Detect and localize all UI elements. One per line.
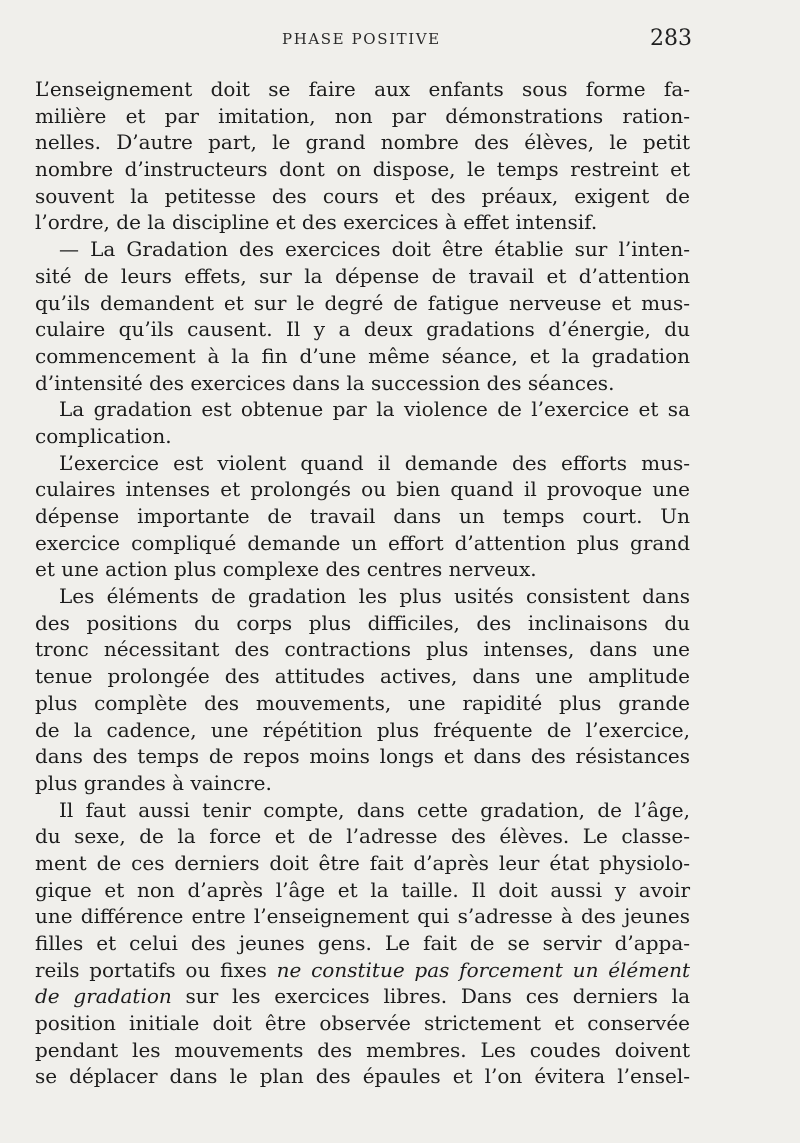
- text-line: complication.: [35, 423, 172, 448]
- text-line: milière et par imitation, non par démonstrations ration-: [35, 103, 690, 128]
- text-line: et une action plus complexe des centres nerveux.: [35, 557, 537, 582]
- text-line: — La Gradation des exercices doit être établie sur l’inten-: [59, 237, 690, 262]
- italic-phrase: ne constitue pas forcement un élément: [276, 957, 690, 982]
- text-line: dans des temps de repos moins longs et dans des résistances: [35, 744, 690, 769]
- text-line-mixed: [35, 983, 690, 1010]
- text-line: commencement à la fin d’une même séance, et la gradation: [35, 343, 690, 368]
- text-line: souvent la petitesse des cours et des préaux, exigent de: [35, 183, 690, 208]
- italic-phrase: de gradation: [35, 984, 172, 1009]
- text-line: plus grandes à vaincre.: [35, 770, 272, 795]
- text-line: nombre d’instructeurs dont on dispose, le temps restreint et: [35, 157, 690, 182]
- line-text: sur les exercices libres. Dans ces derniers la: [185, 984, 690, 1009]
- text-line-mixed: [35, 957, 690, 984]
- text-line: pendant les mouvements des membres. Les coudes doivent: [35, 1037, 690, 1062]
- text-line: de la cadence, une répétition plus fréquente de l’exercice,: [35, 717, 690, 742]
- text-line: l’ordre, de la discipline et des exercices à effet intensif.: [35, 210, 598, 235]
- text-line: filles et celui des jeunes gens. Le fait de se servir d’appa-: [35, 931, 690, 955]
- text-line: Il faut aussi tenir compte, dans cette gradation, de l’âge,: [59, 797, 690, 822]
- line-text: reils portatifs ou fixes: [35, 957, 267, 982]
- text-line: plus complète des mouvements, une rapidité plus grande: [35, 690, 690, 715]
- text-line: qu’ils demandent et sur le degré de fatigue nerveuse et mus-: [35, 290, 690, 315]
- text-line: ment de ces derniers doit être fait d’après leur état physiolo-: [35, 850, 690, 875]
- text-line: L’enseignement doit se faire aux enfants sous forme fa-: [35, 77, 690, 101]
- text-line: exercice compliqué demande un effort d’attention plus grand: [35, 530, 690, 555]
- text-line: d’intensité des exercices dans la succession des séances.: [35, 370, 615, 395]
- text-line: nelles. D’autre part, le grand nombre des élèves, le petit: [35, 130, 690, 155]
- text-line: du sexe, de la force et de l’adresse des élèves. Le classe-: [35, 824, 690, 849]
- text-line: des positions du corps plus difficiles, des inclinaisons du: [35, 610, 690, 635]
- text-line: La gradation est obtenue par la violence de l’exercice et sa: [59, 397, 690, 422]
- text-line: sité de leurs effets, sur la dépense de travail et d’attention: [35, 263, 690, 288]
- text-line: se déplacer dans le plan des épaules et l’on évitera l’ensel-: [35, 1064, 690, 1089]
- text-line: Les éléments de gradation les plus usités consistent dans: [59, 584, 690, 609]
- running-title: PHASE POSITIVE: [282, 30, 441, 48]
- text-line: dépense importante de travail dans un temps court. Un: [35, 504, 690, 528]
- text-line: tenue prolongée des attitudes actives, dans une amplitude: [35, 664, 690, 689]
- text-line: une différence entre l’enseignement qui s’adresse à des jeunes: [35, 904, 690, 929]
- text-line: tronc nécessitant des contractions plus intenses, dans une: [35, 637, 690, 662]
- text-line: gique et non d’après l’âge et la taille. Il doit aussi y avoir: [35, 877, 690, 902]
- body-text: [35, 76, 690, 1090]
- text-line: culaire qu’ils causent. Il y a deux gradations d’énergie, du: [35, 317, 690, 342]
- text-line: L’exercice est violent quand il demande des efforts mus-: [59, 450, 690, 475]
- text-line: position initiale doit être observée strictement et conservée: [35, 1011, 690, 1036]
- text-line: culaires intenses et prolongés ou bien quand il provoque une: [35, 477, 690, 502]
- page-number: 283: [650, 26, 692, 51]
